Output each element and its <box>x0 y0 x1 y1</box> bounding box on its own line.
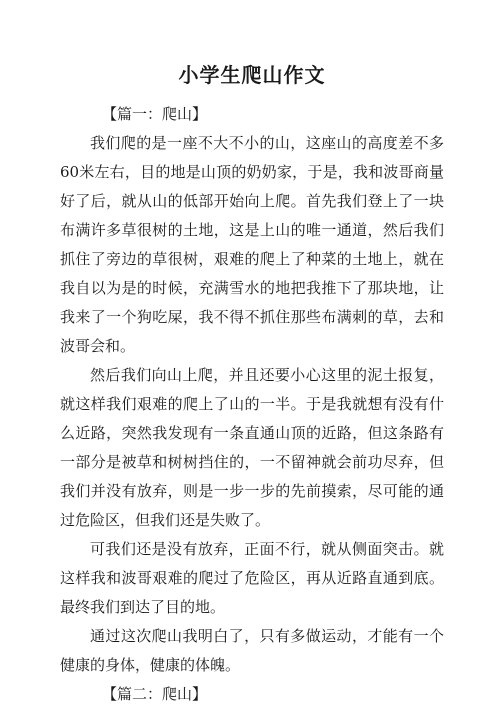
paragraph: 通过这次爬山我明白了，只有多做运动，才能有一个健康的身体，健康的体魄。 <box>60 627 444 674</box>
section-heading: 【篇二：爬山】 <box>102 685 208 703</box>
page-title: 小学生爬山作文 <box>178 63 326 87</box>
paragraph: 可我们还是没有放弃，正面不行，就从侧面突击。就这样我和波哥艰难的爬过了危险区，再从近路直通到底。最终我们到达了目的地。 <box>60 540 444 616</box>
section-heading: 【篇一：爬山】 <box>102 105 208 123</box>
paragraph: 然后我们向山上爬，并且还要小心这里的泥土报复，就这样我们艰难的爬上了山的一半。于是我就想有没有什么近路，突然我发现有一条直通山顶的近路，但这条路有一部分是被草和树树挡住的，一不留神就会前功尽弃，但我们并没有放弃，则是一步一步的先前摸索，尽可能的通过危险区，但我们还是失败了。 <box>60 366 444 529</box>
section-two <box>60 680 444 709</box>
paragraph: 我们爬的是一座不大不小的山，这座山的高度差不多60米左右，目的地是山顶的奶奶家，于是，我和波哥商量好了后，就从山的低部开始向上爬。首先我们登上了一块布满许多草很树的土地，这是上山的唯一通道，然后我们抓住了旁边的草很树，艰难的爬上了种菜的土地上，就在我自以为是的时候，充满雪水的地把我推下了那块地，让我来了一个狗吃屎，我不得不抓住那些布满刺的草，去和波哥会和。 <box>60 134 444 355</box>
section-one <box>60 100 444 680</box>
